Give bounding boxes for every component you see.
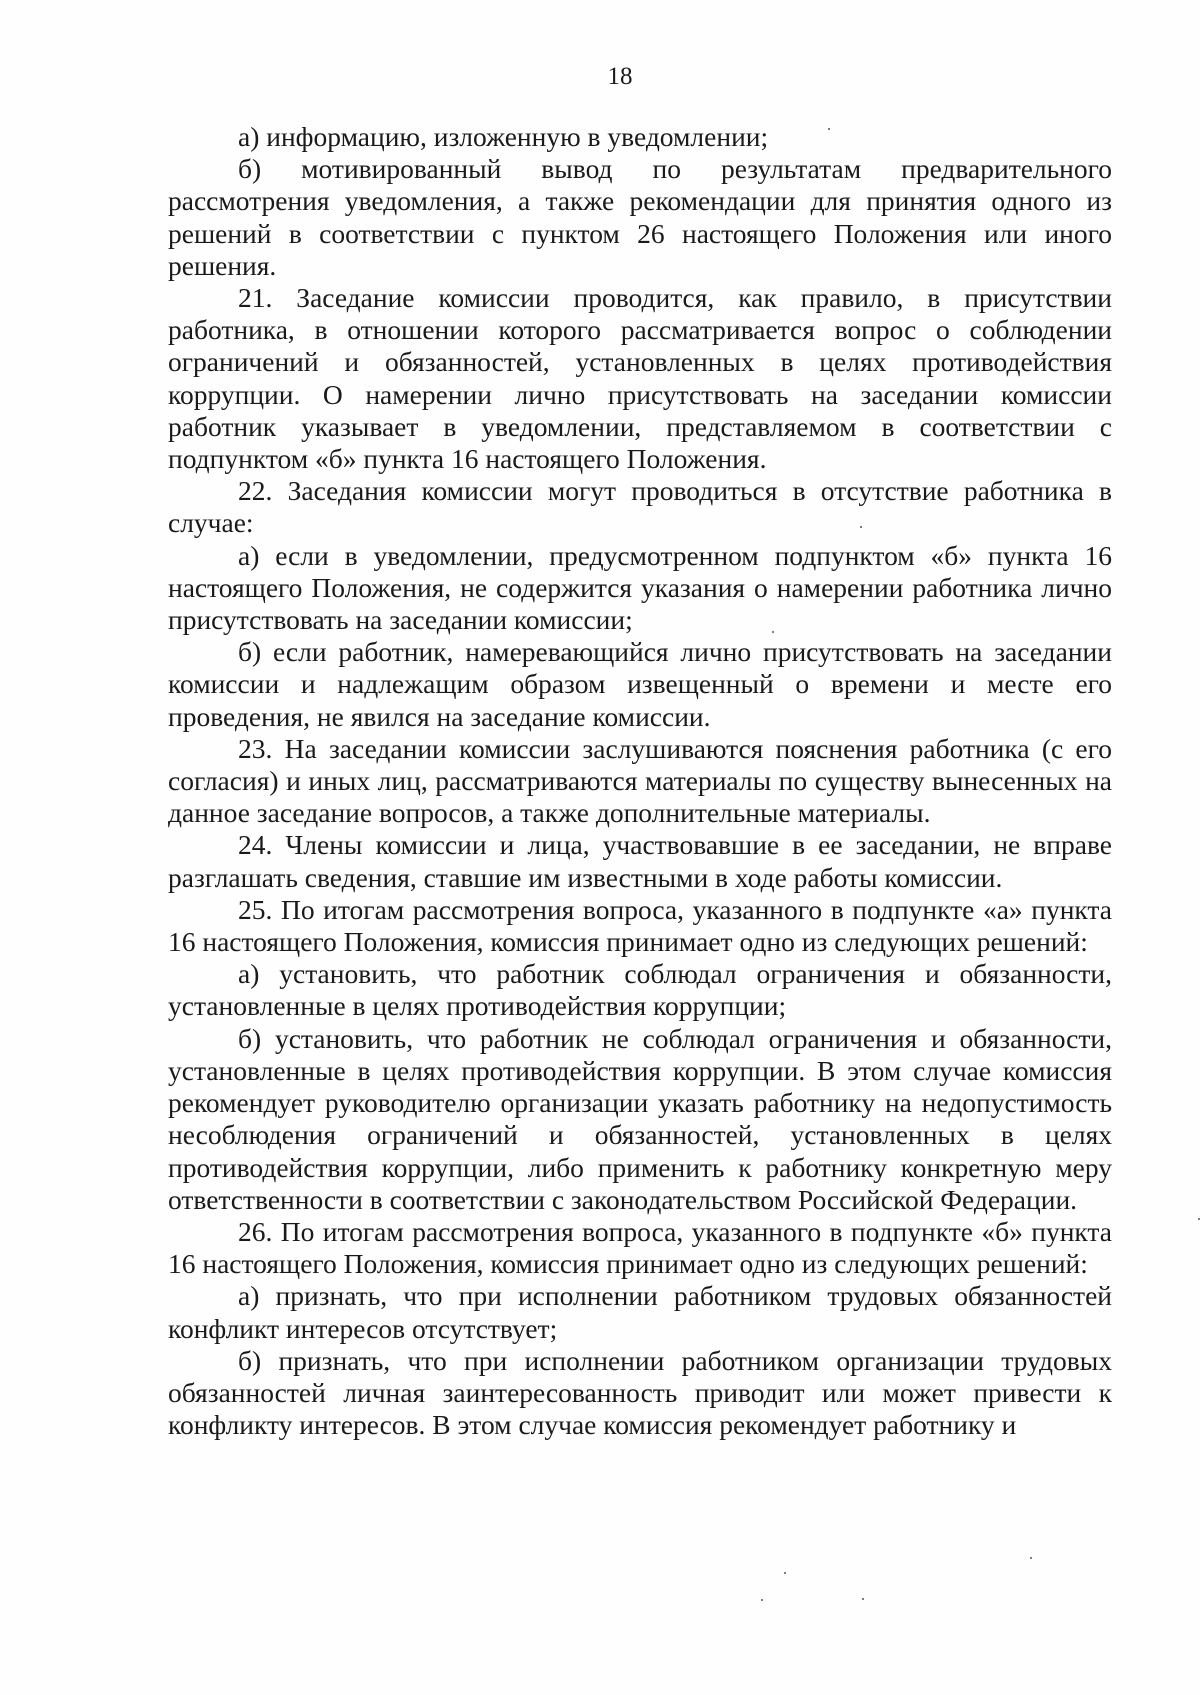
paragraph-10: а) установить, что работник соблюдал ограничения и обязанности, установленные в целях противодействия коррупции; [168,958,1112,1022]
scan-speck [772,631,774,633]
paragraph-9: 25. По итогам рассмотрения вопроса, указанного в подпункте «а» пункта 16 настоящего Положения, комиссия принимает одно из следующих решений: [168,893,1112,958]
paragraph-4: 22. Заседания комиссии могут проводиться в отсутствие работника в случае: [168,475,1112,539]
paragraph-3: 21. Заседание комиссии проводится, как правило, в присутствии работника, в отношении которого рассматривается вопрос о соблюдении ограничений и обязанностей, установленных в целях противодействия коррупции. О намерении лично присутствовать на заседании комиссии работник указывает в уведомлении, представляемом в соответствии с подпунктом «б» пункта 16 настоящего Положения. [168,282,1112,475]
paragraph-2: б) мотивированный вывод по результатам предварительного рассмотрения уведомления, а также рекомендации для принятия одного из решений в соответствии с пунктом 26 настоящего Положения или иного решения. [168,153,1112,281]
paragraph-14: б) признать, что при исполнении работником организации трудовых обязанностей личная заинтересованность приводит или может привести к конфликту интересов. В этом случае комиссия рекомендует работнику и [168,1344,1112,1441]
paragraph-11: б) установить, что работник не соблюдал ограничения и обязанности, установленные в целях противодействия коррупции. В этом случае комиссия рекомендует руководителю организации указать работнику на недопустимость несоблюдения ограничений и обязанностей, установленных в целях противодействия коррупции, либо применить к работнику конкретную меру ответственности в соответствии с законодательством Российской Федерации. [168,1022,1112,1215]
paragraph-8: 24. Члены комиссии и лица, участвовавшие в ее заседании, не вправе разглашать сведения, ставшие им известными в ходе работы комиссии. [168,829,1112,893]
scan-speck [1030,1557,1032,1559]
scan-speck [828,128,830,130]
paragraph-1: а) информацию, изложенную в уведомлении; [238,121,769,152]
scan-speck [862,1598,864,1600]
paragraph-13: а) признать, что при исполнении работником трудовых обязанностей конфликт интересов отсутствует; [168,1280,1112,1344]
paragraph-7: 23. На заседании комиссии заслушиваются пояснения работника (с его согласия) и иных лиц, рассматриваются материалы по существу вынесенных на данное заседание вопросов, а также дополнительные материалы. [168,732,1112,829]
scan-speck [860,526,862,528]
paragraph-6: б) если работник, намеревающийся лично присутствовать на заседании комиссии и надлежащим образом извещенный о времени и месте его проведения, не явился на заседание комиссии. [168,636,1112,732]
document-body [168,121,1112,1441]
scan-speck [761,1599,763,1601]
paragraph-12: 26. По итогам рассмотрения вопроса, указанного в подпункте «б» пункта 16 настоящего Положения, комиссия принимает одно из следующих решений: [168,1215,1112,1280]
scan-speck [784,1572,786,1574]
paragraph-5: а) если в уведомлении, предусмотренном подпунктом «б» пункта 16 настоящего Положения, не содержится указания о намерении работника лично присутствовать на заседании комиссии; [168,539,1112,636]
page-number: 18 [607,63,633,90]
